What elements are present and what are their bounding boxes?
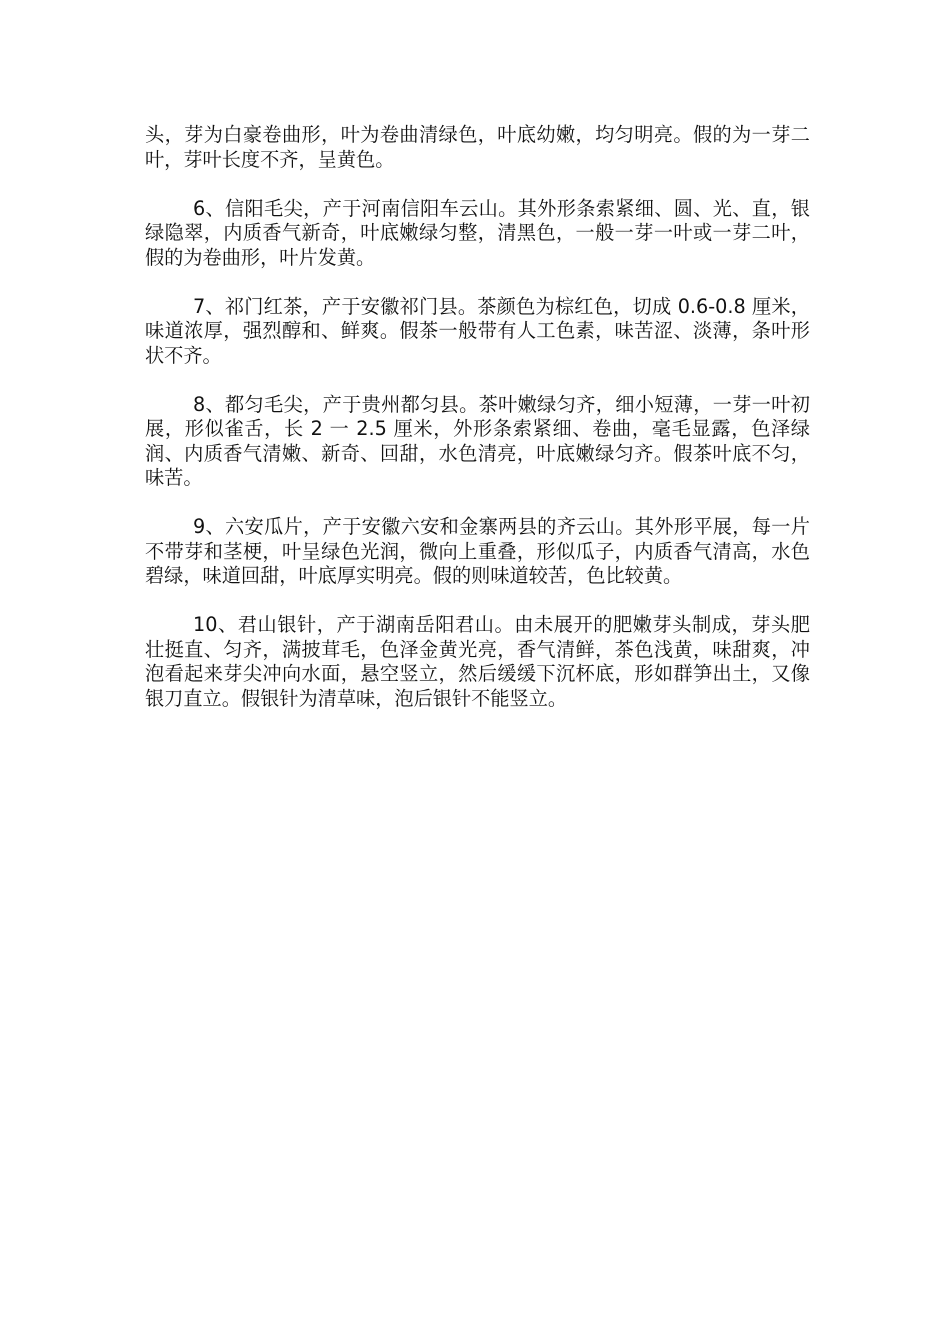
paragraph-xinyang-maojian: 6、信阳毛尖，产于河南信阳车云山。其外形条索紧细、圆、光、直，银绿隐翠，内质香气新奇，叶底嫩绿匀整，清黑色，一般一芽一叶或一芽二叶，假的为卷曲形，叶片发黄。 [145,196,810,269]
paragraph-duyun-maojian: 8、都匀毛尖，产于贵州都匀县。茶叶嫩绿匀齐，细小短薄，一芽一叶初展，形似雀舌，长 2 一 2.5 厘米，外形条索紧细、卷曲，毫毛显露，色泽绿润、内质香气清嫩、新奇、回甜，水色清亮，叶底嫩绿匀齐。假茶叶底不匀，味苦。 [145,392,810,489]
paragraph-luan-guapian: 9、六安瓜片，产于安徽六安和金寨两县的齐云山。其外形平展，每一片不带芽和茎梗，叶呈绿色光润，微向上重叠，形似瓜子，内质香气清高，水色碧绿，味道回甜，叶底厚实明亮。假的则味道较苦，色比较黄。 [145,515,810,587]
paragraph-keemun-black-tea: 7、祁门红茶，产于安徽祁门县。茶颜色为棕红色，切成 0.6-0.8 厘米，味道浓厚，强烈醇和、鲜爽。假茶一般带有人工色素，味苦涩、淡薄，条叶形状不齐。 [145,294,810,367]
document-body [145,123,810,736]
paragraph-junshan-yinzhen: 10、君山银针，产于湖南岳阳君山。由未展开的肥嫩芽头制成，芽头肥壮挺直、匀齐，满披茸毛，色泽金黄光亮，香气清鲜，茶色浅黄，味甜爽，冲泡看起来芽尖冲向水面，悬空竖立，然后缓缓下沉杯底，形如群笋出土，又像银刀直立。假银针为清草味，泡后银针不能竖立。 [145,613,810,710]
paragraph-continuation: 头，芽为白豪卷曲形，叶为卷曲清绿色，叶底幼嫩，均匀明亮。假的为一芽二叶，芽叶长度不齐，呈黄色。 [145,123,810,171]
